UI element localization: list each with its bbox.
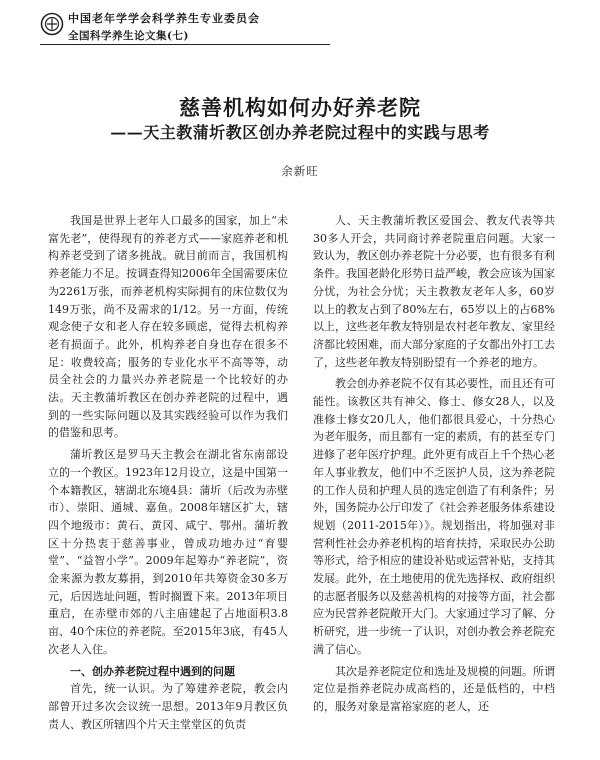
header-collection-name: 全国科学养生论文集(七) <box>68 30 189 42</box>
article-title: 慈善机构如何办好养老院 <box>179 95 421 120</box>
article-author: 余新旺 <box>281 164 319 178</box>
paragraph: 首先，统一认识。为了筹建养老院，教会内部曾开过多次会议统一思想。2013年9月教区负责人、教区所辖四个片天主堂堂区的负责 <box>48 682 288 731</box>
header-rule <box>40 44 330 45</box>
section-heading: 一、创办养老院过程中遇到的问题 <box>70 664 235 678</box>
paragraph: 教会创办养老院不仅有其必要性，而且还有可能性。该教区共有神父、修士、修女28人，以及准修士修女20几人，他们都很具爱心，十分热心为老年服务，而且都有一定的素质，有的甚至专门进修了老年医疗护理。此外更有成百上千个热心老年人事业教友，他们中不乏医护人员，这为养老院的工作人员和护理人员的选定创造了有利条件；另外，国务院办公厅印发了《社会养老服务体系建设规划（2011-2015年）》。规划指出，将加强对非营利性社会办养老机构的培育扶持，采取民办公助等形式，给予相应的建设补贴或运营补贴，支持其发展。此外，在土地使用的优先选择权、政府组织的志愿者服务以及慈善机构的对接等方面，社会都应为民营养老院敞开大门。大家通过学习了解、分析研究，进一步统一了认识，对创办教会养老院充满了信心。 <box>313 377 555 656</box>
left-column <box>48 212 288 733</box>
society-emblem-icon <box>40 12 64 36</box>
right-column <box>313 212 555 716</box>
running-header <box>40 6 330 50</box>
paragraph: 人、天主教蒲圻教区爱国会、教友代表等共30多人开会，共同商讨养老院重启问题。大家一致认为，教区创办养老院十分必要，也有很多有利条件。我国老龄化形势日益严峻，教会应该为国家分忧，为社会分忧；天主教教友老年人多，60岁以上的教友占到了80%左右，65岁以上的占68%以上，这些老年教友特别是农村老年教友、家里经济都比较困难，而大部分家庭的子女都出外打工去了，这些老年教友特别盼望有一个养老的地方。 <box>313 214 555 369</box>
paragraph: 其次是养老院定位和选址及规模的问题。所谓定位是指养老院办成高档的，还是低档的，中档的，服务对象是富裕家庭的老人，还 <box>313 664 555 713</box>
header-society-name: 中国老年学学会科学养生专业委员会 <box>68 12 260 25</box>
paragraph: 蒲圻教区是罗马天主教会在湖北省东南部设立的一个教区。1923年12月设立，这是中国第一个本籍教区，辖湖北东境4县：蒲圻（后改为赤壁市）、崇阳、通城、嘉鱼。2008年辖区扩大，辖四个地级市：黄石、黄冈、咸宁、鄂州。蒲圻教区十分热衷于慈善事业，曾成功地办过“育婴堂”、“益智小学”。2009年起筹办“养老院”，资金来源为教友募捐，到2010年共筹资金30多万元，后因选址问题，暂时搁置下来。2013年项目重启，在赤壁市郊的八主庙建起了占地面积3.8亩、40个床位的养老院。至2015年3底，有45人次老人入住。 <box>48 448 288 656</box>
paragraph: 我国是世界上老年人口最多的国家，加上“未富先老”，使得现有的养老方式——家庭养老和机构养老受到了诸多挑战。就目前而言，我国机构养老能力不足。按调查得知2006年全国需要床位为2261万张，而养老机构实际拥有的床位数仅为149万张，尚不及需求的1/12。另一方面，传统观念使子女和老人存在较多顾虑，觉得去机构养老有损面子。此外，机构养老自身也存在很多不足：收费较高；服务的专业化水平不高等等，动员全社会的力量兴办养老院是一个比较好的办法。天主教蒲圻教区在创办养老院的过程中，遇到的一些实际问题以及其实践经验可以作为我们的借鉴和思考。 <box>48 214 288 440</box>
article-subtitle: ——天主教蒲圻教区创办养老院过程中的实践与思考 <box>110 123 490 142</box>
